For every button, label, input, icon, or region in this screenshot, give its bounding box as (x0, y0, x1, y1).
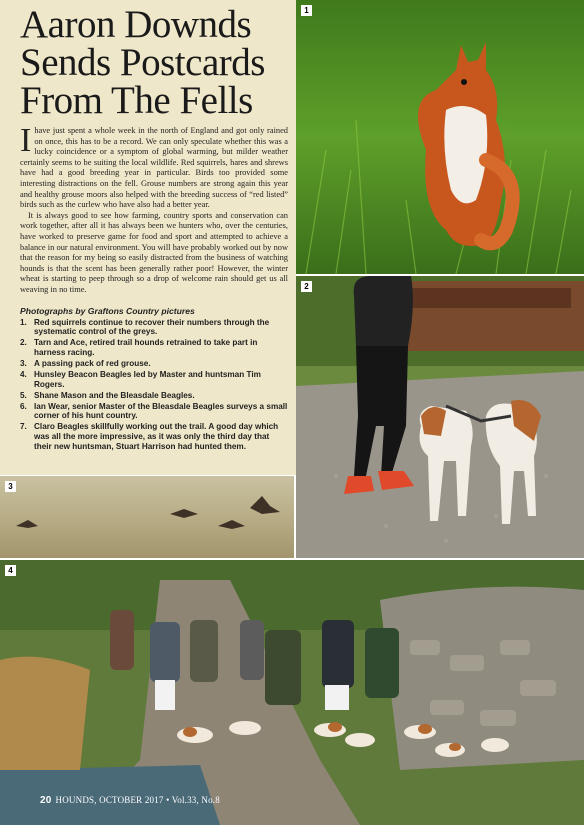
photo-number-badge: 3 (5, 481, 16, 492)
photo-number-badge: 1 (301, 5, 312, 16)
photo-beagles-pack (0, 560, 584, 825)
beagles-pack-image (0, 560, 584, 825)
caption-text: Shane Mason and the Bleasdale Beagles. (34, 390, 195, 400)
caption-item (20, 370, 288, 389)
article-headline (20, 3, 288, 122)
photo-number-badge: 4 (5, 565, 16, 576)
article-body (20, 122, 288, 296)
caption-number: 4. (20, 369, 27, 379)
headline-line-1: Aaron Downds (20, 3, 252, 46)
photo-number-badge: 2 (301, 281, 312, 292)
headline-line-2: Sends Postcards (20, 41, 265, 84)
caption-text: Tarn and Ace, retired trail hounds retrained to take part in harness racing. (34, 338, 258, 357)
caption-item (20, 338, 288, 357)
caption-number: 1. (20, 317, 27, 327)
captions-list (20, 318, 288, 452)
caption-item (20, 402, 288, 421)
drop-cap: I (20, 122, 32, 159)
caption-number: 6. (20, 401, 27, 411)
caption-number: 7. (20, 422, 27, 432)
photo-red-grouse (0, 476, 294, 558)
footer-issue-text: HOUNDS, OCTOBER 2017 • Vol.33, No.8 (55, 795, 220, 805)
caption-item (20, 422, 288, 451)
caption-item (20, 391, 288, 401)
caption-item (20, 318, 288, 337)
photo-red-squirrel (296, 0, 584, 274)
page-number: 20 (40, 795, 52, 806)
caption-text: Red squirrels continue to recover their numbers through the systematic control of the greys. (34, 317, 270, 337)
caption-text: A passing pack of red grouse. (34, 358, 151, 368)
caption-text: Hunsley Beacon Beagles led by Master and huntsman Tim Rogers. (34, 369, 261, 389)
caption-number: 2. (20, 338, 27, 348)
headline-line-3: From The Fells (20, 79, 253, 122)
captions-title: Photographs by Graftons Country pictures (20, 305, 195, 316)
caption-text: Ian Wear, senior Master of the Bleasdale Beagles surveys a small corner of his hunt country. (34, 401, 288, 421)
caption-text: Claro Beagles skillfully working out the trail. A good day which was all the more impressive, as it was only the third day that their new huntsman, Stuart Harrison had hunted them. (34, 422, 279, 451)
photo-harness-hounds (296, 276, 584, 558)
paragraph-1-text: have just spent a whole week in the north of England and got only rained on once, this has to be a record. We can only speculate whether this was a lucky coincidence or a symptom of global warming, but milder weather certainly seems to be suiting the local wildlife. Red squirrels, hares and shrews have had a good breeding year in particular. Birds too provided some interesting distractions on the fell. Grouse numbers are strong again this year and healthy grouse moors also helped with the breeding success of “red listed” birds such as the curlew who have also had a better year. (20, 126, 288, 210)
page-footer (40, 795, 220, 806)
red-squirrel-image (296, 0, 584, 274)
article-text-panel (0, 0, 296, 475)
caption-item (20, 359, 288, 369)
harness-hounds-image (296, 276, 584, 558)
article-paragraph-2: It is always good to see how farming, country sports and conservation can work together, after all it has always been we hunters who, over the centuries, have worked to preserve game for food and sport and attempted to achieve a balance in our natural environment. You will have probably worked out by now that the reason for my being so easily distracted from the business of watching hounds is that the scent has been generally rather poor! However, the winter wheat is starting to peep through so a drop of welcome rain should get us all weaving in no time. (20, 210, 288, 294)
caption-number: 3. (20, 358, 27, 368)
caption-number: 5. (20, 390, 27, 400)
article-paragraph-1 (20, 122, 288, 211)
red-grouse-image (0, 476, 294, 558)
